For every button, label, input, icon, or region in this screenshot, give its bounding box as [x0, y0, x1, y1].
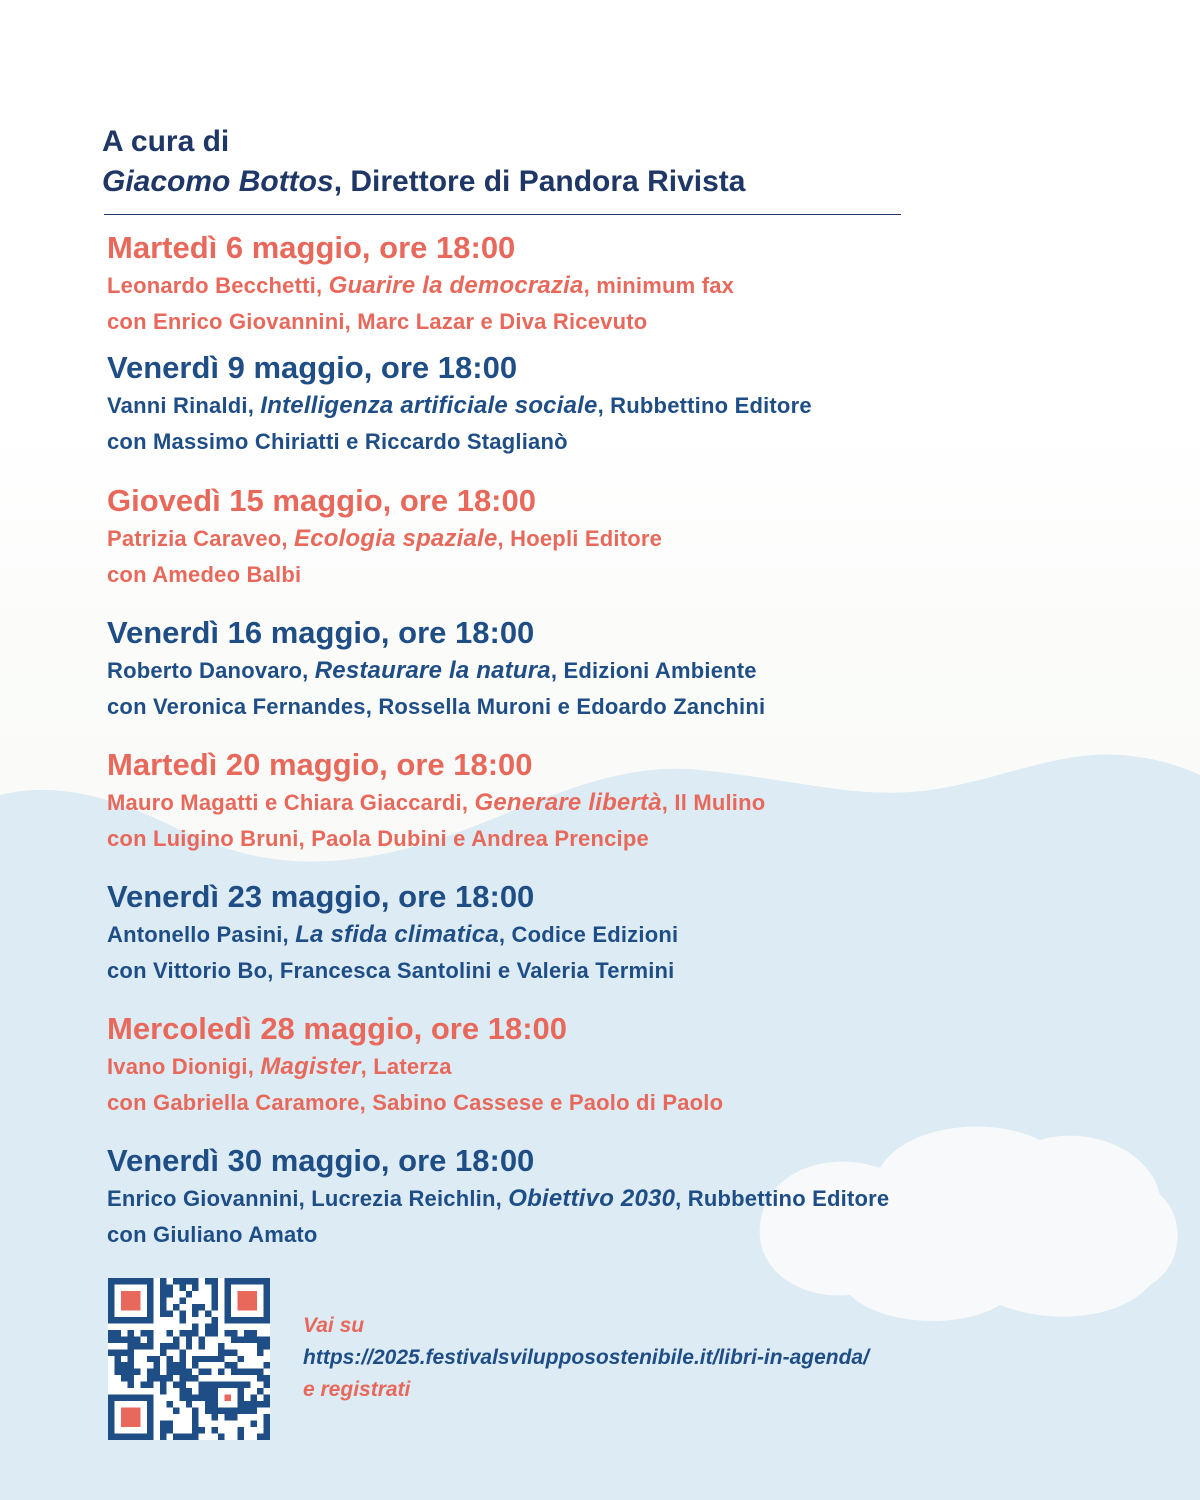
- qr-module: [251, 1401, 257, 1407]
- qr-module: [205, 1388, 211, 1394]
- event-book-title: Intelligenza artificiale sociale: [260, 392, 598, 419]
- qr-module: [199, 1369, 205, 1375]
- qr-module: [127, 1369, 133, 1375]
- qr-module: [212, 1414, 218, 1420]
- event-publisher: , Edizioni Ambiente: [550, 658, 757, 683]
- event-date: Martedì 6 maggio, ore 18:00: [107, 230, 516, 265]
- qr-module: [166, 1369, 172, 1375]
- qr-module: [121, 1349, 127, 1355]
- header-divider: [104, 214, 901, 215]
- qr-module: [186, 1434, 192, 1440]
- qr-module: [160, 1297, 166, 1303]
- qr-module: [153, 1369, 159, 1375]
- qr-module: [205, 1401, 211, 1407]
- qr-module: [212, 1278, 218, 1284]
- qr-module: [205, 1278, 211, 1284]
- qr-module: [166, 1401, 172, 1407]
- qr-module: [264, 1401, 270, 1407]
- qr-module: [225, 1330, 231, 1336]
- qr-module: [166, 1375, 172, 1381]
- event-publisher: , Codice Edizioni: [498, 922, 679, 947]
- qr-module: [218, 1343, 224, 1349]
- qr-module: [173, 1278, 179, 1284]
- qr-module: [205, 1310, 211, 1316]
- qr-module: [225, 1349, 231, 1355]
- qr-module: [179, 1317, 185, 1323]
- qr-module: [127, 1356, 133, 1362]
- qr-module: [205, 1356, 211, 1362]
- event-guests: con Veronica Fernandes, Rossella Muroni e Edoardo Zanchini: [107, 694, 766, 719]
- qr-module: [153, 1356, 159, 1362]
- qr-module: [166, 1284, 172, 1290]
- qr-module: [192, 1395, 198, 1401]
- event-authors: Patrizia Caraveo,: [107, 526, 295, 551]
- qr-module: [173, 1304, 179, 1310]
- qr-module: [127, 1330, 133, 1336]
- event-publisher: , minimum fax: [583, 273, 735, 298]
- qr-module: [257, 1369, 263, 1375]
- qr-module: [264, 1362, 270, 1368]
- qr-module: [257, 1336, 263, 1342]
- qr-module: [212, 1304, 218, 1310]
- qr-module: [114, 1369, 120, 1375]
- qr-module: [134, 1343, 140, 1349]
- qr-module: [264, 1414, 270, 1420]
- qr-module: [186, 1291, 192, 1297]
- qr-module: [264, 1343, 270, 1349]
- qr-module: [108, 1336, 114, 1342]
- qr-module: [160, 1382, 166, 1388]
- qr-module: [231, 1330, 237, 1336]
- qr-module: [186, 1336, 192, 1342]
- registration-link[interactable]: https://2025.festivalsvilupposostenibile.it/libri-in-agenda/: [303, 1346, 869, 1369]
- qr-module: [205, 1408, 211, 1414]
- qr-module: [127, 1343, 133, 1349]
- qr-module: [231, 1369, 237, 1375]
- curator-name: Giacomo Bottos: [102, 165, 334, 198]
- qr-module: [127, 1336, 133, 1342]
- qr-module: [251, 1395, 257, 1401]
- event-authors: Roberto Danovaro,: [107, 658, 315, 683]
- qr-module: [114, 1362, 120, 1368]
- event-publisher: , Rubbettino Editore: [675, 1186, 890, 1211]
- qr-module: [114, 1356, 120, 1362]
- qr-module: [199, 1427, 205, 1433]
- qr-module: [251, 1336, 257, 1342]
- event-book: [107, 653, 1187, 689]
- event-authors: Mauro Magatti e Chiara Giaccardi,: [107, 790, 475, 815]
- qr-module: [218, 1369, 224, 1375]
- qr-module: [218, 1349, 224, 1355]
- qr-module: [244, 1330, 250, 1336]
- qr-module: [140, 1382, 146, 1388]
- qr-code[interactable]: [108, 1278, 270, 1440]
- event-guests: con Gabriella Caramore, Sabino Cassese e Paolo di Paolo: [107, 1090, 724, 1115]
- qr-module: [127, 1375, 133, 1381]
- qr-module: [192, 1330, 198, 1336]
- qr-module: [192, 1356, 198, 1362]
- qr-module: [173, 1336, 179, 1342]
- event-date: Mercoledì 28 maggio, ore 18:00: [107, 1011, 568, 1046]
- qr-module: [192, 1421, 198, 1427]
- qr-module: [225, 1362, 231, 1368]
- header-curator-line: [102, 162, 902, 202]
- curator-role: , Direttore di Pandora Rivista: [333, 165, 746, 198]
- qr-module: [166, 1427, 172, 1433]
- qr-module: [244, 1336, 250, 1342]
- qr-module: [147, 1382, 153, 1388]
- qr-module: [257, 1375, 263, 1381]
- event-publisher: , Rubbettino Editore: [597, 393, 812, 418]
- event-publisher: , Hoepli Editore: [497, 526, 663, 551]
- header-intro: A cura di: [102, 125, 230, 158]
- qr-finder-bottom-left: [108, 1395, 153, 1440]
- qr-module: [251, 1421, 257, 1427]
- qr-module: [108, 1330, 114, 1336]
- event-book-title: Ecologia spaziale: [294, 525, 498, 552]
- qr-module: [238, 1434, 244, 1440]
- event-date: Venerdì 30 maggio, ore 18:00: [107, 1143, 535, 1178]
- event-date: Venerdì 23 maggio, ore 18:00: [107, 879, 535, 914]
- qr-module: [186, 1388, 192, 1394]
- qr-module: [179, 1278, 185, 1284]
- qr-module: [160, 1421, 166, 1427]
- qr-module: [205, 1323, 211, 1329]
- qr-module: [244, 1401, 250, 1407]
- qr-module: [199, 1304, 205, 1310]
- qr-module: [127, 1349, 133, 1355]
- qr-module: [147, 1330, 153, 1336]
- event-item: [107, 613, 1187, 725]
- qr-module: [244, 1369, 250, 1375]
- qr-module: [160, 1375, 166, 1381]
- qr-alignment: [225, 1395, 231, 1401]
- qr-module: [114, 1336, 120, 1342]
- qr-module: [173, 1369, 179, 1375]
- qr-module: [160, 1310, 166, 1316]
- qr-module: [160, 1304, 166, 1310]
- qr-module: [186, 1401, 192, 1407]
- qr-finder-top-left: [108, 1278, 153, 1323]
- curator-header: [102, 122, 902, 202]
- qr-module: [192, 1427, 198, 1433]
- qr-module: [179, 1375, 185, 1381]
- qr-module: [212, 1427, 218, 1433]
- qr-module: [218, 1356, 224, 1362]
- qr-module: [160, 1284, 166, 1290]
- qr-module: [166, 1362, 172, 1368]
- qr-module: [160, 1278, 166, 1284]
- qr-module: [192, 1323, 198, 1329]
- event-book: [107, 268, 1187, 304]
- qr-module: [179, 1362, 185, 1368]
- qr-module: [264, 1421, 270, 1427]
- qr-module: [179, 1434, 185, 1440]
- qr-module: [264, 1427, 270, 1433]
- qr-module: [173, 1343, 179, 1349]
- qr-finder-top-right: [225, 1278, 270, 1323]
- qr-module: [257, 1434, 263, 1440]
- event-guests: con Enrico Giovannini, Marc Lazar e Diva Ricevuto: [107, 309, 648, 334]
- qr-module: [192, 1375, 198, 1381]
- qr-module: [140, 1343, 146, 1349]
- qr-module: [121, 1362, 127, 1368]
- qr-module: [205, 1395, 211, 1401]
- qr-module: [192, 1362, 198, 1368]
- qr-module: [160, 1291, 166, 1297]
- event-publisher: , Laterza: [360, 1054, 452, 1079]
- event-date: Venerdì 16 maggio, ore 18:00: [107, 615, 535, 650]
- qr-module: [264, 1336, 270, 1342]
- qr-module: [192, 1414, 198, 1420]
- qr-module: [251, 1369, 257, 1375]
- qr-module: [238, 1356, 244, 1362]
- qr-module: [257, 1388, 263, 1394]
- qr-module: [199, 1382, 205, 1388]
- qr-module: [186, 1395, 192, 1401]
- qr-module: [147, 1336, 153, 1342]
- event-book: [107, 917, 1187, 953]
- event-item: [107, 745, 1187, 857]
- qr-module: [147, 1369, 153, 1375]
- qr-module: [192, 1284, 198, 1290]
- qr-module: [199, 1395, 205, 1401]
- event-item: [107, 348, 1187, 460]
- qr-module: [251, 1408, 257, 1414]
- qr-module: [160, 1434, 166, 1440]
- event-authors: Antonello Pasini,: [107, 922, 296, 947]
- event-date: Giovedì 15 maggio, ore 18:00: [107, 483, 536, 518]
- event-book-title: Generare libertà: [474, 789, 662, 816]
- event-book: [107, 785, 1187, 821]
- qr-module: [179, 1388, 185, 1394]
- qr-module: [257, 1343, 263, 1349]
- event-item: [107, 1009, 1187, 1121]
- qr-module: [186, 1330, 192, 1336]
- event-item: [107, 481, 1187, 593]
- qr-module: [179, 1330, 185, 1336]
- event-guests: con Vittorio Bo, Francesca Santolini e Valeria Termini: [107, 958, 675, 983]
- qr-module: [264, 1395, 270, 1401]
- qr-module: [257, 1349, 263, 1355]
- qr-module: [264, 1382, 270, 1388]
- qr-module: [218, 1434, 224, 1440]
- qr-module: [121, 1336, 127, 1342]
- qr-module: [192, 1278, 198, 1284]
- qr-module: [238, 1369, 244, 1375]
- qr-module: [192, 1310, 198, 1316]
- event-date: Martedì 20 maggio, ore 18:00: [107, 747, 533, 782]
- qr-module: [186, 1343, 192, 1349]
- qr-module: [186, 1278, 192, 1284]
- event-book-title: Obiettivo 2030: [508, 1185, 676, 1212]
- qr-module: [179, 1310, 185, 1316]
- qr-module: [160, 1343, 166, 1349]
- cta-intro: Vai su: [303, 1314, 365, 1337]
- qr-module: [205, 1382, 211, 1388]
- qr-module: [231, 1414, 237, 1420]
- qr-module: [212, 1317, 218, 1323]
- qr-module: [244, 1382, 250, 1388]
- qr-module: [199, 1343, 205, 1349]
- qr-module: [212, 1284, 218, 1290]
- qr-module: [238, 1336, 244, 1342]
- qr-module: [192, 1434, 198, 1440]
- qr-module: [160, 1388, 166, 1394]
- qr-module: [173, 1408, 179, 1414]
- qr-module: [205, 1330, 211, 1336]
- qr-module: [127, 1362, 133, 1368]
- event-book: [107, 1181, 1187, 1217]
- event-authors: Vanni Rinaldi,: [107, 393, 261, 418]
- qr-module: [160, 1349, 166, 1355]
- qr-module: [166, 1356, 172, 1362]
- qr-module: [264, 1434, 270, 1440]
- qr-module: [153, 1362, 159, 1368]
- qr-module: [186, 1375, 192, 1381]
- qr-module: [114, 1330, 120, 1336]
- event-guests: con Luigino Bruni, Paola Dubini e Andrea Prencipe: [107, 826, 649, 851]
- event-book-title: Magister: [260, 1053, 361, 1080]
- qr-module: [225, 1414, 231, 1420]
- qr-module: [212, 1356, 218, 1362]
- qr-module: [166, 1330, 172, 1336]
- event-authors: Enrico Giovannini, Lucrezia Reichlin,: [107, 1186, 509, 1211]
- qr-module: [140, 1330, 146, 1336]
- qr-module: [134, 1336, 140, 1342]
- qr-module: [160, 1427, 166, 1433]
- event-book: [107, 1049, 1187, 1085]
- qr-module: [231, 1336, 237, 1342]
- qr-module: [212, 1330, 218, 1336]
- qr-module: [179, 1349, 185, 1355]
- qr-module: [166, 1310, 172, 1316]
- qr-module: [212, 1323, 218, 1329]
- event-date: Venerdì 9 maggio, ore 18:00: [107, 350, 518, 385]
- qr-module: [231, 1362, 237, 1368]
- event-book-title: La sfida climatica: [295, 921, 499, 948]
- qr-module: [114, 1349, 120, 1355]
- qr-module: [257, 1401, 263, 1407]
- qr-module: [192, 1408, 198, 1414]
- qr-module: [108, 1349, 114, 1355]
- qr-module: [179, 1395, 185, 1401]
- qr-module: [153, 1375, 159, 1381]
- qr-module: [173, 1362, 179, 1368]
- qr-module: [199, 1336, 205, 1342]
- qr-module: [179, 1382, 185, 1388]
- qr-module: [147, 1356, 153, 1362]
- qr-module: [199, 1388, 205, 1394]
- qr-module: [205, 1369, 211, 1375]
- event-book: [107, 521, 1187, 557]
- event-guests: con Massimo Chiriatti e Riccardo Staglianò: [107, 429, 568, 454]
- event-guests: con Amedeo Balbi: [107, 562, 302, 587]
- qr-module: [231, 1349, 237, 1355]
- qr-module: [147, 1375, 153, 1381]
- qr-module: [147, 1343, 153, 1349]
- qr-module: [166, 1421, 172, 1427]
- event-book: [107, 388, 1187, 424]
- event-authors: Ivano Dionigi,: [107, 1054, 261, 1079]
- qr-module: [121, 1375, 127, 1381]
- qr-module: [199, 1356, 205, 1362]
- qr-module: [173, 1434, 179, 1440]
- qr-module: [186, 1369, 192, 1375]
- event-publisher: , Il Mulino: [661, 790, 766, 815]
- cta-outro: e registrati: [303, 1378, 411, 1401]
- event-item: [107, 1141, 1187, 1253]
- qr-module: [238, 1427, 244, 1433]
- qr-module: [166, 1343, 172, 1349]
- qr-module: [264, 1375, 270, 1381]
- event-guests: con Giuliano Amato: [107, 1222, 318, 1247]
- registration-cta: [303, 1310, 869, 1406]
- qr-module: [192, 1304, 198, 1310]
- qr-module: [173, 1382, 179, 1388]
- event-authors: Leonardo Becchetti,: [107, 273, 329, 298]
- event-item: [107, 877, 1187, 989]
- qr-module: [212, 1297, 218, 1303]
- qr-module: [251, 1330, 257, 1336]
- event-book-title: Restaurare la natura: [314, 657, 551, 684]
- qr-module: [179, 1356, 185, 1362]
- qr-module: [179, 1369, 185, 1375]
- qr-module: [134, 1369, 140, 1375]
- qr-module: [212, 1291, 218, 1297]
- qr-module: [166, 1291, 172, 1297]
- qr-module: [179, 1297, 185, 1303]
- qr-module: [121, 1369, 127, 1375]
- qr-module: [244, 1408, 250, 1414]
- event-item: [107, 228, 1187, 340]
- qr-module: [127, 1382, 133, 1388]
- qr-module: [179, 1284, 185, 1290]
- event-book-title: Guarire la democrazia: [328, 272, 584, 299]
